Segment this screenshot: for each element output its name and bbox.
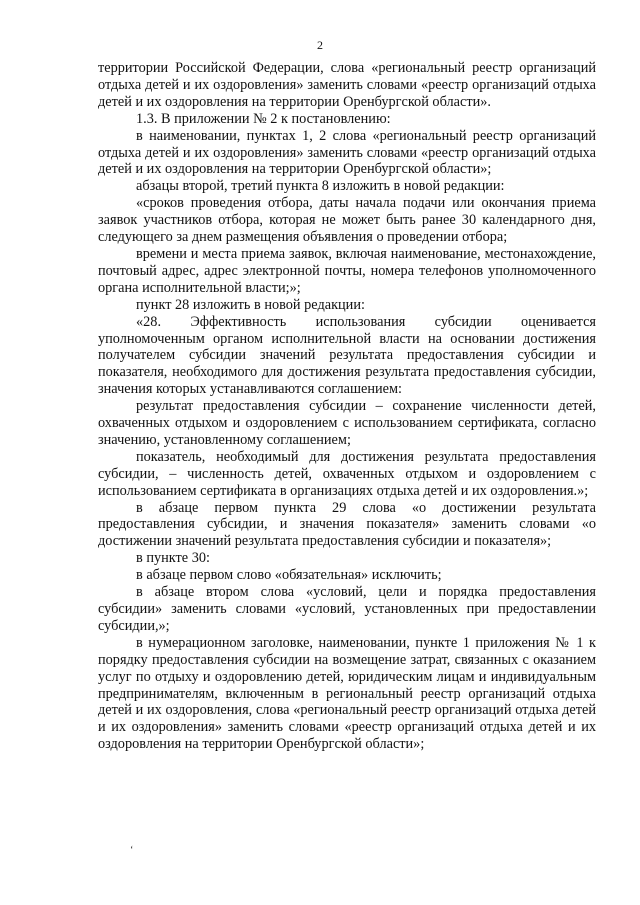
- paragraph-2: 1.3. В приложении № 2 к постановлению:: [136, 110, 391, 127]
- paragraph-1: территории Российской Федерации, слова «региональный реестр организаций отдыха детей и их оздоровления» заменить словами «реестр организаций отдыха детей и их оздоровления на территории Оренбургской области».: [98, 60, 596, 110]
- paragraph-11: в абзаце первом пункта 29 слова «о достижении результата предоставления субсидии, и значения показателя» заменить словами «о достижении значений результата предоставления субсидии и показателя»;: [98, 499, 596, 550]
- paragraph-8: «28. Эффективность использования субсидии оценивается уполномоченным органом исполнительной власти на основании достижения получателем субсидии значений результата предоставления субсидии и показателя, необходимого для достижения результата предоставления субсидии, значения которых устанавливаются соглашением:: [98, 313, 596, 398]
- paragraph-4: абзацы второй, третий пункта 8 изложить в новой редакции:: [136, 178, 505, 195]
- page-number: 2: [317, 38, 323, 52]
- paragraph-13: в абзаце первом слово «обязательная» исключить;: [136, 567, 442, 584]
- paragraph-5: «сроков проведения отбора, даты начала подачи или окончания приема заявок участников отбора, которая не может быть ранее 30 календарного дня, следующего за днем размещения объявления о проведении отбора;: [98, 195, 596, 246]
- paragraph-7: пункт 28 изложить в новой редакции:: [136, 296, 365, 313]
- stray-mark: ‘: [130, 845, 134, 856]
- paragraph-15: в нумерационном заголовке, наименовании, пункте 1 приложения № 1 к порядку предоставления субсидии на возмещение затрат, связанных с оказанием услуг по отдыху и оздоровлению детей, юридическим лицам и индивидуальным предпринимателям, включенным в региональный реестр организаций отдыха детей и их оздоровления, слова «региональный реестр организаций отдыха детей и их оздоровления» заменить словами «реестр организаций отдыха детей и их оздоровления на территории Оренбургской области»;: [98, 634, 596, 753]
- paragraph-12: в пункте 30:: [136, 550, 210, 567]
- paragraph-6: времени и места приема заявок, включая наименование, местонахождение, почтовый адрес, адрес электронной почты, номера телефонов уполномоченного органа исполнительной власти;»;: [98, 245, 596, 296]
- paragraph-9: результат предоставления субсидии – сохранение численности детей, охваченных отдыхом и оздоровлением с использованием сертификата, согласно значению, установленному соглашением;: [98, 398, 596, 448]
- document-body: [98, 60, 596, 753]
- paragraph-3: в наименовании, пунктах 1, 2 слова «региональный реестр организаций отдыха детей и их оздоровления» заменить словами «реестр организаций отдыха детей и их оздоровления на территории Оренбургской области»;: [98, 127, 596, 178]
- paragraph-14: в абзаце втором слова «условий, цели и порядка предоставления субсидии» заменить словами «условий, установленных при предоставлении субсидии,»;: [98, 584, 596, 634]
- paragraph-10: показатель, необходимый для достижения результата предоставления субсидии, – численность детей, охваченных отдыхом и оздоровлением с использованием сертификата в организациях отдыха детей и их оздоровления.»;: [98, 448, 596, 499]
